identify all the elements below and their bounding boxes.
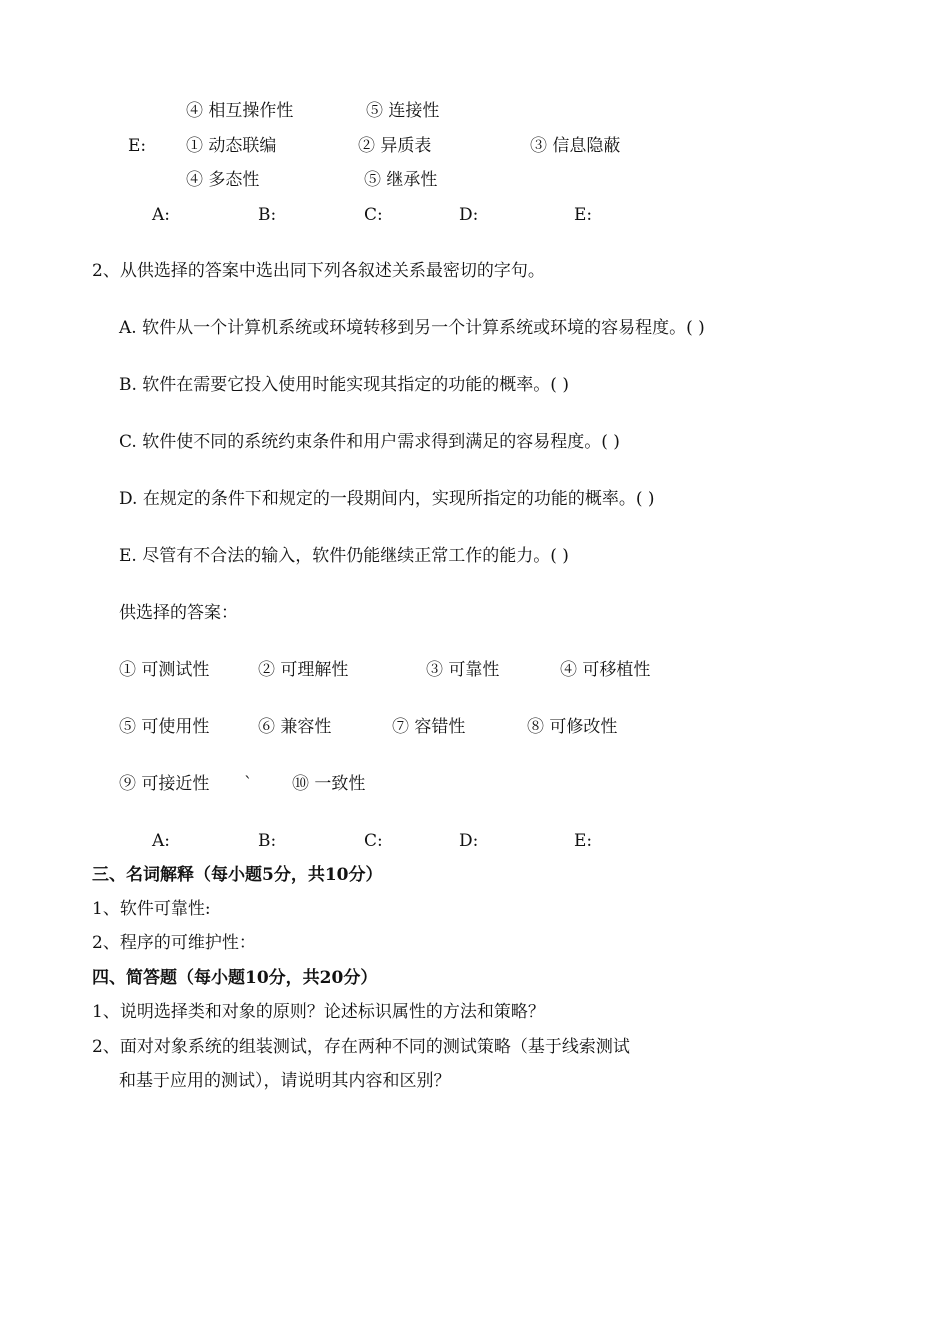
section-3-title: 三、名词解释（每小题5分，共10分） [92, 865, 383, 885]
q2-answer-d: D: [459, 831, 479, 851]
section-4-item-1: 1、说明选择类和对象的原则？论述标识属性的方法和策略？ [92, 1002, 545, 1022]
option-e4: ④ 多态性 [186, 170, 260, 190]
stray-mark: ` [244, 774, 253, 794]
section-4-item-2-line-2: 和基于应用的测试），请说明其内容和区别？ [119, 1071, 451, 1091]
q2-answer-b: B: [258, 831, 277, 851]
option-4: ④ 可移植性 [560, 660, 651, 680]
section-4-title: 四、简答题（每小题10分，共20分） [92, 968, 378, 988]
options-label: 供选择的答案： [119, 603, 238, 623]
answer-c: C: [364, 205, 383, 225]
option-2: ② 可理解性 [258, 660, 349, 680]
option-7: ⑦ 容错性 [392, 717, 466, 737]
question-2-item-b: B. 软件在需要它投入使用时能实现其指定的功能的概率。( ) [119, 375, 569, 395]
option-e2: ② 异质表 [358, 136, 432, 156]
option-e3: ③ 信息隐蔽 [530, 136, 621, 156]
option-6: ⑥ 兼容性 [258, 717, 332, 737]
option-d5: ⑤ 连接性 [366, 101, 440, 121]
question-2-stem: 2、从供选择的答案中选出同下列各叙述关系最密切的字句。 [92, 261, 545, 281]
section-3-item-2: 2、程序的可维护性： [92, 933, 256, 953]
option-d4: ④ 相互操作性 [186, 101, 294, 121]
question-2-item-e: E. 尽管有不合法的输入，软件仍能继续正常工作的能力。( ) [119, 546, 569, 566]
section-3-item-1: 1、软件可靠性: [92, 899, 211, 919]
option-9: ⑨ 可接近性 [119, 774, 210, 794]
option-10: ⑩ 一致性 [292, 774, 366, 794]
question-2-item-d: D. 在规定的条件下和规定的一段期间内，实现所指定的功能的概率。( ) [119, 489, 655, 509]
answer-e: E: [574, 205, 593, 225]
answer-b: B: [258, 205, 277, 225]
question-2-item-a: A. 软件从一个计算机系统或环境转移到另一个计算系统或环境的容易程度。( ) [119, 318, 705, 338]
option-5: ⑤ 可使用性 [119, 717, 210, 737]
answer-d: D: [459, 205, 479, 225]
section-4-item-2-line-1: 2、面对对象系统的组装测试，存在两种不同的测试策略（基于线索测试 [92, 1037, 630, 1057]
q2-answer-c: C: [364, 831, 383, 851]
option-e5: ⑤ 继承性 [364, 170, 438, 190]
q2-answer-a: A: [152, 831, 171, 851]
option-e1: ① 动态联编 [186, 136, 277, 156]
q2-answer-e: E: [574, 831, 593, 851]
option-1: ① 可测试性 [119, 660, 210, 680]
option-8: ⑧ 可修改性 [527, 717, 618, 737]
group-e-label: E: [128, 136, 147, 156]
option-3: ③ 可靠性 [426, 660, 500, 680]
question-2-item-c: C. 软件使不同的系统约束条件和用户需求得到满足的容易程度。( ) [119, 432, 620, 452]
answer-a: A: [152, 205, 171, 225]
